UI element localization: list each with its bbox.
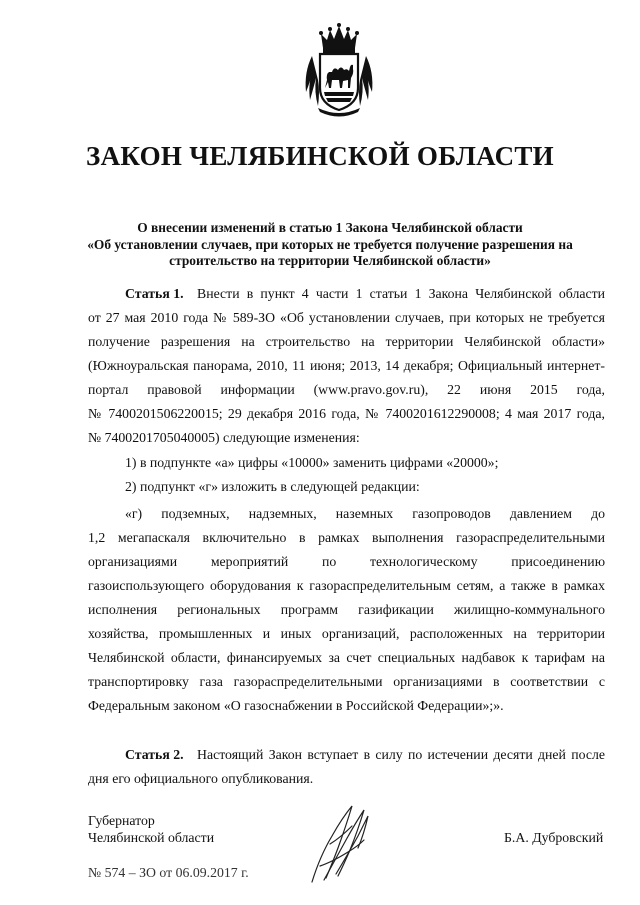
article-label: Статья 2. — [125, 747, 184, 762]
article2-second-line: дня его официального опубликования. — [88, 771, 314, 786]
quote-line: организациями мероприятий по технологическому присоединению — [88, 554, 605, 569]
quote-line: «г) подземных, надземных, наземных газопроводов давлением до — [125, 506, 605, 521]
article1-line: портал правовой информации (www.pravo.gov.ru), 22 июня 2015 года, — [88, 382, 605, 397]
signatory-name: Б.А. Дубровский — [504, 830, 604, 845]
amendment-item-1: 1) в подпункте «а» цифры «10000» заменить цифрами «20000»; — [125, 455, 499, 470]
quote-line: газоиспользующего оборудования к газораспределительным сетям, а также в рамках — [88, 578, 605, 593]
signatory-position: Губернатор — [88, 813, 155, 828]
handwritten-signature-icon — [302, 796, 382, 886]
article1-line: от 27 мая 2010 года № 589-ЗО «Об установлении случаев, при которых не требуется — [88, 310, 605, 325]
article1-label — [125, 285, 184, 303]
article2-first-line: Настоящий Закон вступает в силу по истечении десяти дней после — [197, 747, 605, 762]
article1-line: получение разрешения на строительство на территории Челябинской области» — [88, 334, 605, 349]
subtitle-line: строительство на территории Челябинской области» — [169, 253, 491, 268]
quote-line: хозяйства, промышленных и иных организаций, расположенных на территории — [88, 626, 605, 641]
quote-line: Федеральным законом «О газоснабжении в Российской Федерации»;». — [88, 698, 504, 713]
article1-first-line: Внести в пункт 4 части 1 статьи 1 Закона Челябинской области — [197, 286, 605, 301]
quote-line: Челябинской области, финансируемых за счет специальных надбавок к тарифам на — [88, 650, 605, 665]
law-number-date: № 574 – ЗО от 06.09.2017 г. — [88, 865, 249, 880]
signatory-region: Челябинской области — [88, 830, 215, 845]
article2-label-wrap — [125, 746, 184, 764]
quote-line: исполнения региональных программ газификации жилищно-коммунального — [88, 602, 605, 617]
quote-line: 1,2 мегапаскаля включительно в рамках выполнения газораспределительными — [88, 530, 605, 545]
article1-line: № 7400201506220015; 29 декабря 2016 года, № 7400201612290008; 4 мая 2017 года, — [88, 406, 605, 421]
subtitle-line: О внесении изменений в статью 1 Закона Челябинской области — [137, 220, 523, 235]
coat-of-arms-icon — [298, 22, 380, 118]
document-subtitle — [70, 220, 590, 270]
amendment-item-2: 2) подпункт «г» изложить в следующей редакции: — [125, 479, 420, 494]
article1-line: (Южноуральская панорама, 2010, 11 июня; 2013, 14 декабря; Официальный интернет- — [88, 358, 605, 373]
document-title: ЗАКОН ЧЕЛЯБИНСКОЙ ОБЛАСТИ — [86, 141, 554, 171]
article-label: Статья 1. — [125, 286, 184, 301]
article1-line: № 7400201705040005) следующие изменения: — [88, 430, 360, 445]
subtitle-line: «Об установлении случаев, при которых не требуется получение разрешения на — [87, 236, 573, 252]
quote-line: транспортировку газа газораспределительными организациями в соответствии с — [88, 674, 605, 689]
